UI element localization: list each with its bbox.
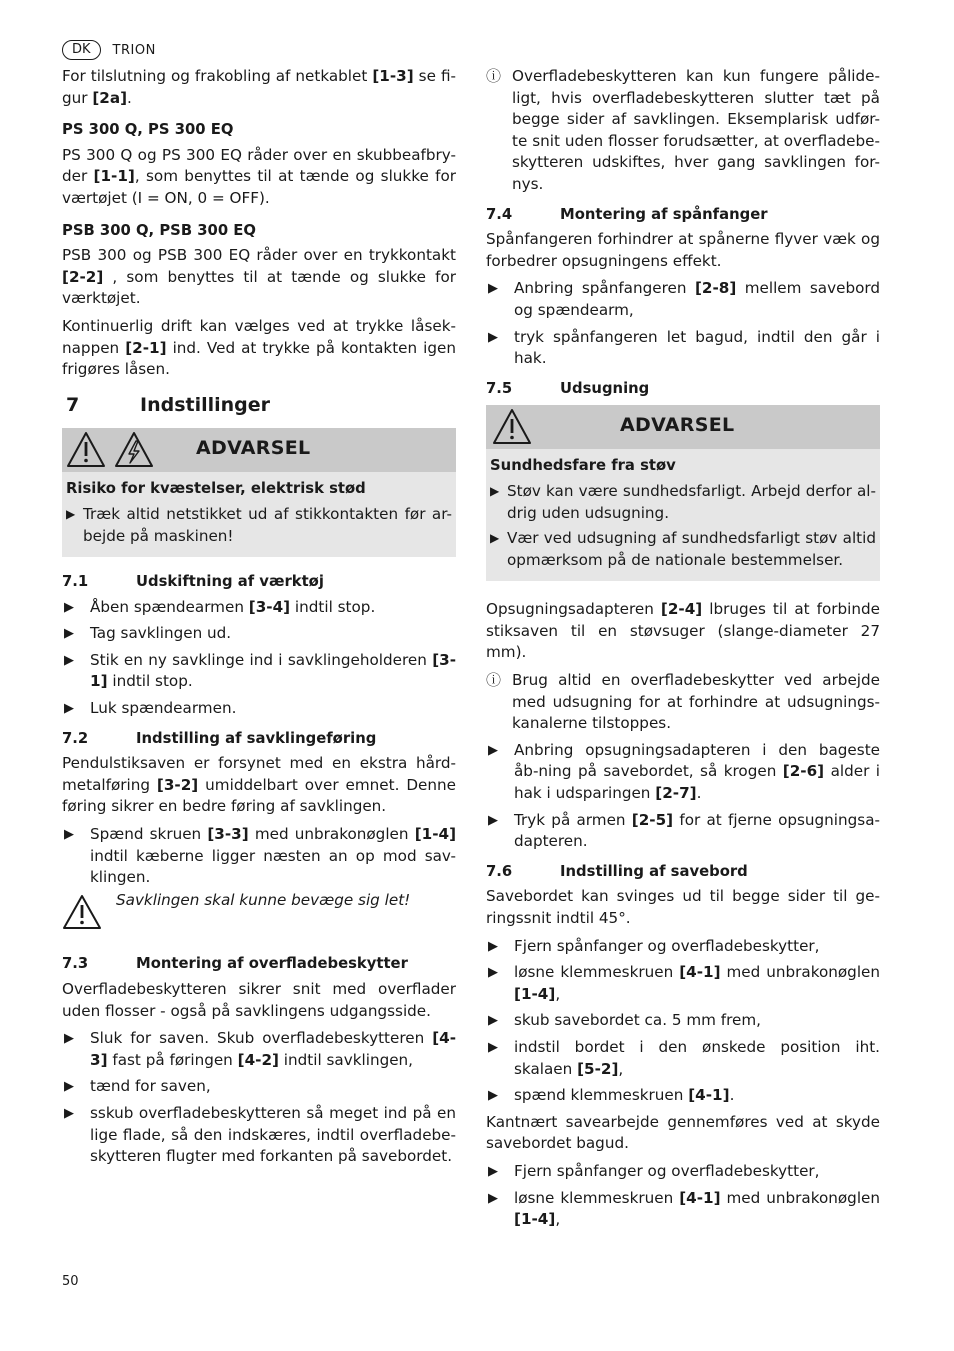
list-item: ▶ løsne klemmeskruen [4-1] med unbrakonøglen [1-4],: [486, 962, 880, 1005]
bullet-arrow-icon: ▶: [64, 1079, 74, 1095]
psb-heading: PSB 300 Q, PSB 300 EQ: [62, 221, 256, 239]
list-item: ▶ løsne klemmeskruen [4-1] med unbrakonøglen [1-4],: [486, 1188, 880, 1231]
warning-title: ADVARSEL: [620, 414, 735, 437]
warning-item: ▶ Træk altid netstikket ud af stikkontakten før ar-bejde på maskinen!: [66, 504, 452, 547]
list-item: ▶ Tryk på armen [2-5] for at fjerne opsugningsa-dapteren.: [486, 810, 880, 853]
section-7-5-heading: 7.5 Udsugning: [486, 379, 650, 397]
left-column: [62, 66, 456, 1173]
bullet-arrow-icon: ▶: [488, 1088, 498, 1104]
psb-paragraph: PSB 300 og PSB 300 EQ råder over en trykkontakt [2-2] , som benyttes til at tænde og slukke for værktøjet.: [62, 246, 456, 308]
bullet-arrow-icon: ▶: [488, 329, 498, 345]
list-item: ▶ spænd klemmeskruen [4-1].: [486, 1085, 880, 1107]
list-item: ▶ Sluk for saven. Skub overfladebeskytteren [4-3] fast på føringen [4-2] indtil savklingen,: [62, 1028, 456, 1071]
list-item: ▶ Tag savklingen ud.: [62, 623, 456, 645]
bullet-arrow-icon: ▶: [64, 1105, 74, 1121]
bullet-arrow-icon: ▶: [488, 938, 498, 954]
bullet-arrow-icon: ▶: [488, 1190, 498, 1206]
section-7-4-paragraph: Spånfangeren forhindrer at spånerne flyver væk og forbedrer opsugningens effekt.: [486, 230, 880, 270]
section-7-6-paragraph: Savebordet kan svinges ud til begge sider til ge-ringssnit indtil 45°.: [486, 887, 880, 927]
warning-subheading: Sundhedsfare fra støv: [490, 457, 676, 475]
list-item: ▶ indstil bordet i den ønskede position iht. skalaen [5-2],: [486, 1037, 880, 1080]
list-item: ▶ skub savebordet ca. 5 mm frem,: [486, 1010, 880, 1032]
warning-item: ▶ Støv kan være sundhedsfarligt. Arbejd derfor al-drig uden udsugning.: [490, 481, 876, 524]
list-item: ▶ sskub overfladebeskytteren så meget ind på en lige flade, så den indskæres, indtil overfladebe-skytteren flugter med forkanten på savebordet.: [62, 1103, 456, 1168]
section-7-3-paragraph: Overfladebeskytteren sikrer snit med overflader uden flosser - også på savklingens udgangsside.: [62, 980, 456, 1020]
info-icon: ⓘ: [486, 67, 502, 85]
section-7-3-heading: 7.3 Montering af overfladebeskytter: [62, 955, 408, 973]
warning-triangle-icon: [66, 431, 106, 476]
warning-item: ▶ Vær ved udsugning af sundhedsfarligt støv altid opmærksom på de nationale bestemmelser.: [490, 528, 876, 571]
warning-triangle-icon: [62, 894, 116, 938]
info-note: ⓘ Brug altid en overfladebeskytter ved arbejde med udsugning for at forhindre at udsugnings-kanalerne tilstoppes.: [486, 670, 880, 735]
page-number: 50: [62, 1274, 79, 1289]
list-item: ▶ Anbring opsugningsadapteren i den bageste åb-ning på savebordet, så krogen [2-6] alder i hak i udsparingen [2-7].: [486, 740, 880, 805]
bullet-arrow-icon: ▶: [488, 965, 498, 981]
warning-body: [486, 449, 880, 581]
bullet-arrow-icon: ▶: [488, 812, 498, 828]
language-badge: DK: [62, 40, 101, 60]
electric-hazard-icon: [114, 431, 154, 476]
bullet-arrow-icon: ▶: [488, 742, 498, 758]
warning-box-electric: [62, 428, 456, 557]
brand-name: TRION: [112, 42, 156, 58]
section-7-2-paragraph: Pendulstiksaven er forsynet med en ekstra hård-metalføring [3-2] umiddelbart over emnet. Denne føring sikrer en bedre føring af savklingen.: [62, 754, 456, 816]
ps-heading: PS 300 Q, PS 300 EQ: [62, 121, 234, 139]
list-item: ▶ tryk spånfangeren let bagud, indtil den går i hak.: [486, 327, 880, 370]
page-header: [62, 40, 156, 60]
section-7-2-heading: 7.2 Indstilling af savklingeføring: [62, 729, 377, 747]
bullet-arrow-icon: ▶: [64, 701, 74, 717]
list-item: ▶ Anbring spånfangeren [2-8] mellem savebord og spændearm,: [486, 278, 880, 321]
section-7-6-heading: 7.6 Indstilling af savebord: [486, 862, 748, 880]
section-7-4-heading: 7.4 Montering af spånfanger: [486, 205, 768, 223]
list-item: ▶ Stik en ny savklinge ind i savklingeholderen [3-1] indtil stop.: [62, 650, 456, 693]
bullet-arrow-icon: ▶: [488, 1013, 498, 1029]
caution-note: [62, 890, 456, 938]
bullet-arrow-icon: ▶: [64, 827, 74, 843]
info-icon: ⓘ: [486, 671, 502, 690]
warning-title: ADVARSEL: [196, 437, 311, 460]
list-item: ▶ Åben spændearmen [3-4] indtil stop.: [62, 597, 456, 619]
warning-triangle-icon: [492, 408, 532, 453]
section-7-1-heading: 7.1 Udskiftning af værktøj: [62, 573, 324, 591]
bullet-arrow-icon: ▶: [64, 652, 74, 668]
section-7-6-paragraph-2: Kantnært savearbejde gennemføres ved at skyde savebordet bagud.: [486, 1112, 880, 1153]
list-item: ▶ Luk spændearmen.: [62, 698, 456, 720]
list-item: ▶ tænd for saven,: [62, 1076, 456, 1098]
caution-text: Savklingen skal kunne bevæge sig let!: [116, 890, 411, 909]
bullet-arrow-icon: ▶: [488, 1163, 498, 1179]
list-item: ▶ Spænd skruen [3-3] med unbrakonøglen [1-4] indtil kæberne ligger næsten an op mod sav-klingen.: [62, 824, 456, 889]
info-note: ⓘ Overfladebeskytteren kan kun fungere pålide-ligt, hvis overfladebeskytteren slutter tæt på begge sider af savklingen. Eksemplarisk udfør-te snit uden flosser forudsætter, at overfladebe-skytteren udskiftes, hver gang savklingen for-nys.: [486, 66, 880, 196]
warning-body: [62, 472, 456, 557]
chapter-heading: 7 Indstillinger: [66, 393, 271, 416]
bullet-arrow-icon: ▶: [64, 599, 74, 615]
bullet-arrow-icon: ▶: [64, 626, 74, 642]
list-item: ▶ Fjern spånfanger og overfladebeskytter,: [486, 1161, 880, 1183]
right-column: [486, 66, 880, 1236]
bullet-arrow-icon: ▶: [488, 281, 498, 297]
warning-header: [62, 428, 456, 472]
bullet-arrow-icon: ▶: [490, 483, 500, 498]
bullet-arrow-icon: ▶: [64, 1031, 74, 1047]
warning-box-dust: [486, 405, 880, 581]
bullet-arrow-icon: ▶: [490, 531, 500, 546]
warning-header: [486, 405, 880, 449]
ps-paragraph: PS 300 Q og PS 300 EQ råder over en skubbeafbry-der [1-1], som benyttes til at tænde og slukke for værtøjet (I = ON, 0 = OFF).: [62, 145, 457, 207]
continuous-paragraph: Kontinuerlig drift kan vælges ved at trykke låsek-nappen [2-1] ind. Ved at trykke på kontakten igen frigøres låsen.: [62, 316, 456, 379]
warning-subheading: Risiko for kvæstelser, elektrisk stød: [66, 480, 366, 498]
suction-paragraph: Opsugningsadapteren [2-4] lbruges til at forbinde stiksaven til en støvsuger (slange-diameter 27 mm).: [486, 600, 880, 662]
intro-paragraph: For tilslutning og frakobling af netkablet [1-3] se fi-gur [2a].: [62, 67, 456, 107]
bullet-arrow-icon: ▶: [66, 506, 76, 521]
bullet-arrow-icon: ▶: [488, 1039, 498, 1055]
list-item: ▶ Fjern spånfanger og overfladebeskytter,: [486, 936, 880, 958]
